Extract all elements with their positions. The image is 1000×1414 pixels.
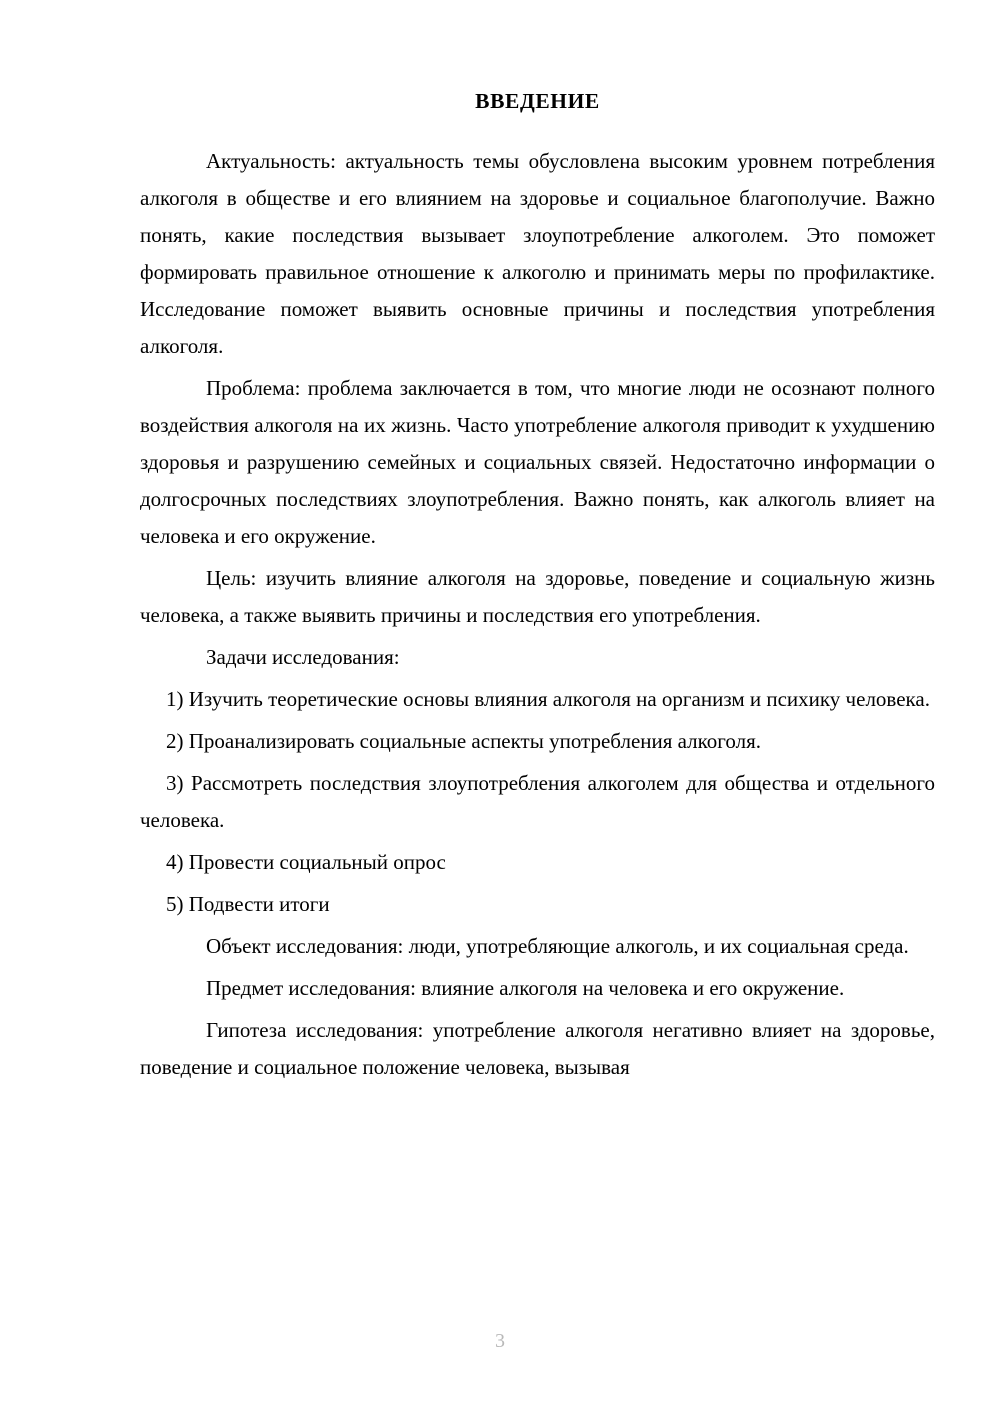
document-body — [140, 88, 935, 1091]
page-title: ВВЕДЕНИЕ — [475, 89, 600, 113]
task-item-5: 5) Подвести итоги — [166, 891, 330, 916]
task-item-4: 4) Провести социальный опрос — [166, 849, 446, 874]
paragraph-hypothesis: Гипотеза исследования: употребление алкоголя негативно влияет на здоровье, поведение и социальное положение человека, вызывая — [140, 1017, 935, 1079]
task-item-1: 1) Изучить теоретические основы влияния алкоголя на организм и психику человека. — [166, 686, 930, 711]
page-number: 3 — [495, 1330, 505, 1352]
tasks-heading: Задачи исследования: — [206, 644, 400, 669]
paragraph-relevance: Актуальность: актуальность темы обусловлена высоким уровнем потребления алкоголя в обществе и его влиянием на здоровье и социальное благополучие. Важно понять, какие последствия вызывает злоупотребление алкоголем. Это поможет формировать правильное отношение к алкоголю и принимать меры по профилактике. Исследование поможет выявить основные причины и последствия употребления алкоголя. — [140, 148, 935, 358]
paragraph-problem: Проблема: проблема заключается в том, что многие люди не осознают полного воздействия алкоголя на их жизнь. Часто употребление алкоголя приводит к ухудшению здоровья и разрушению семейных и социальных связей. Недостаточно информации о долгосрочных последствиях злоупотребления. Важно понять, как алкоголь влияет на человека и его окружение. — [140, 375, 935, 548]
task-item-2: 2) Проанализировать социальные аспекты употребления алкоголя. — [166, 728, 761, 753]
paragraph-object: Объект исследования: люди, употребляющие алкоголь, и их социальная среда. — [206, 933, 909, 958]
paragraph-goal: Цель: изучить влияние алкоголя на здоровье, поведение и социальную жизнь человека, а также выявить причины и последствия его употребления. — [140, 565, 935, 627]
task-item-3: 3) Рассмотреть последствия злоупотребления алкоголем для общества и отдельного человека. — [140, 770, 935, 832]
paragraph-subject: Предмет исследования: влияние алкоголя на человека и его окружение. — [206, 975, 845, 1000]
